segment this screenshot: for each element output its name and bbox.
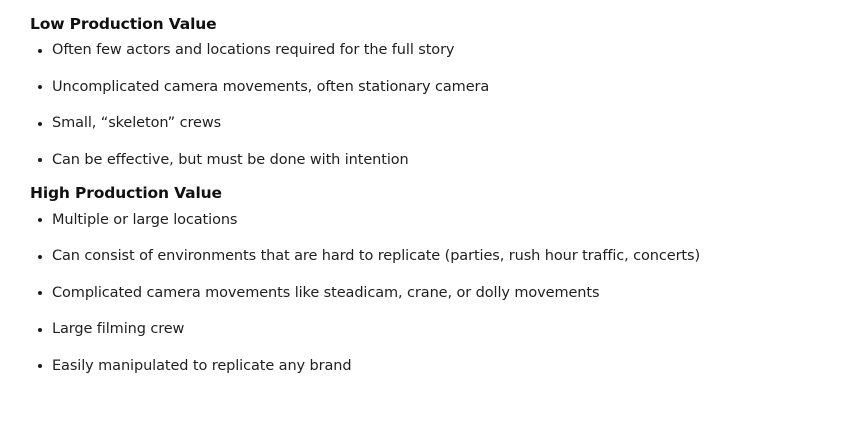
bullet-list-low-production-value (30, 41, 817, 170)
section-low-production-value (30, 14, 817, 170)
bullet-dot-icon (38, 122, 42, 126)
list-item (30, 41, 817, 61)
bullet-dot-icon (38, 255, 42, 259)
bullet-dot-icon (38, 158, 42, 162)
list-item-text: Small, “skeleton” crews (52, 115, 222, 132)
section-high-production-value (30, 183, 817, 376)
bullet-dot-icon (38, 218, 42, 222)
bullet-dot-icon (38, 85, 42, 89)
list-item (30, 78, 817, 98)
bullet-dot-icon (38, 328, 42, 332)
list-item (30, 114, 817, 134)
list-item-text: Multiple or large locations (52, 211, 238, 228)
list-item-text: Large filming crew (52, 321, 185, 338)
bullet-dot-icon (38, 49, 42, 53)
list-item-text: Complicated camera movements like steadicam, crane, or dolly movements (52, 284, 600, 301)
list-item (30, 151, 817, 171)
bullet-dot-icon (38, 364, 42, 368)
list-item-text: Can consist of environments that are hard to replicate (parties, rush hour traffic, concerts) (52, 248, 701, 265)
list-item-text: Uncomplicated camera movements, often stationary camera (52, 78, 490, 95)
section-heading-high-production-value: High Production Value (30, 184, 222, 203)
section-heading-low-production-value: Low Production Value (30, 15, 217, 33)
bullet-dot-icon (38, 291, 42, 295)
list-item (30, 320, 817, 340)
list-item (30, 247, 817, 267)
list-item-text: Often few actors and locations required for the full story (52, 42, 455, 59)
list-item (30, 284, 817, 304)
bullet-list-high-production-value (30, 211, 817, 377)
list-item (30, 357, 817, 377)
list-item-text: Easily manipulated to replicate any brand (52, 357, 352, 374)
list-item (30, 211, 817, 231)
list-item-text: Can be effective, but must be done with intention (52, 151, 409, 168)
